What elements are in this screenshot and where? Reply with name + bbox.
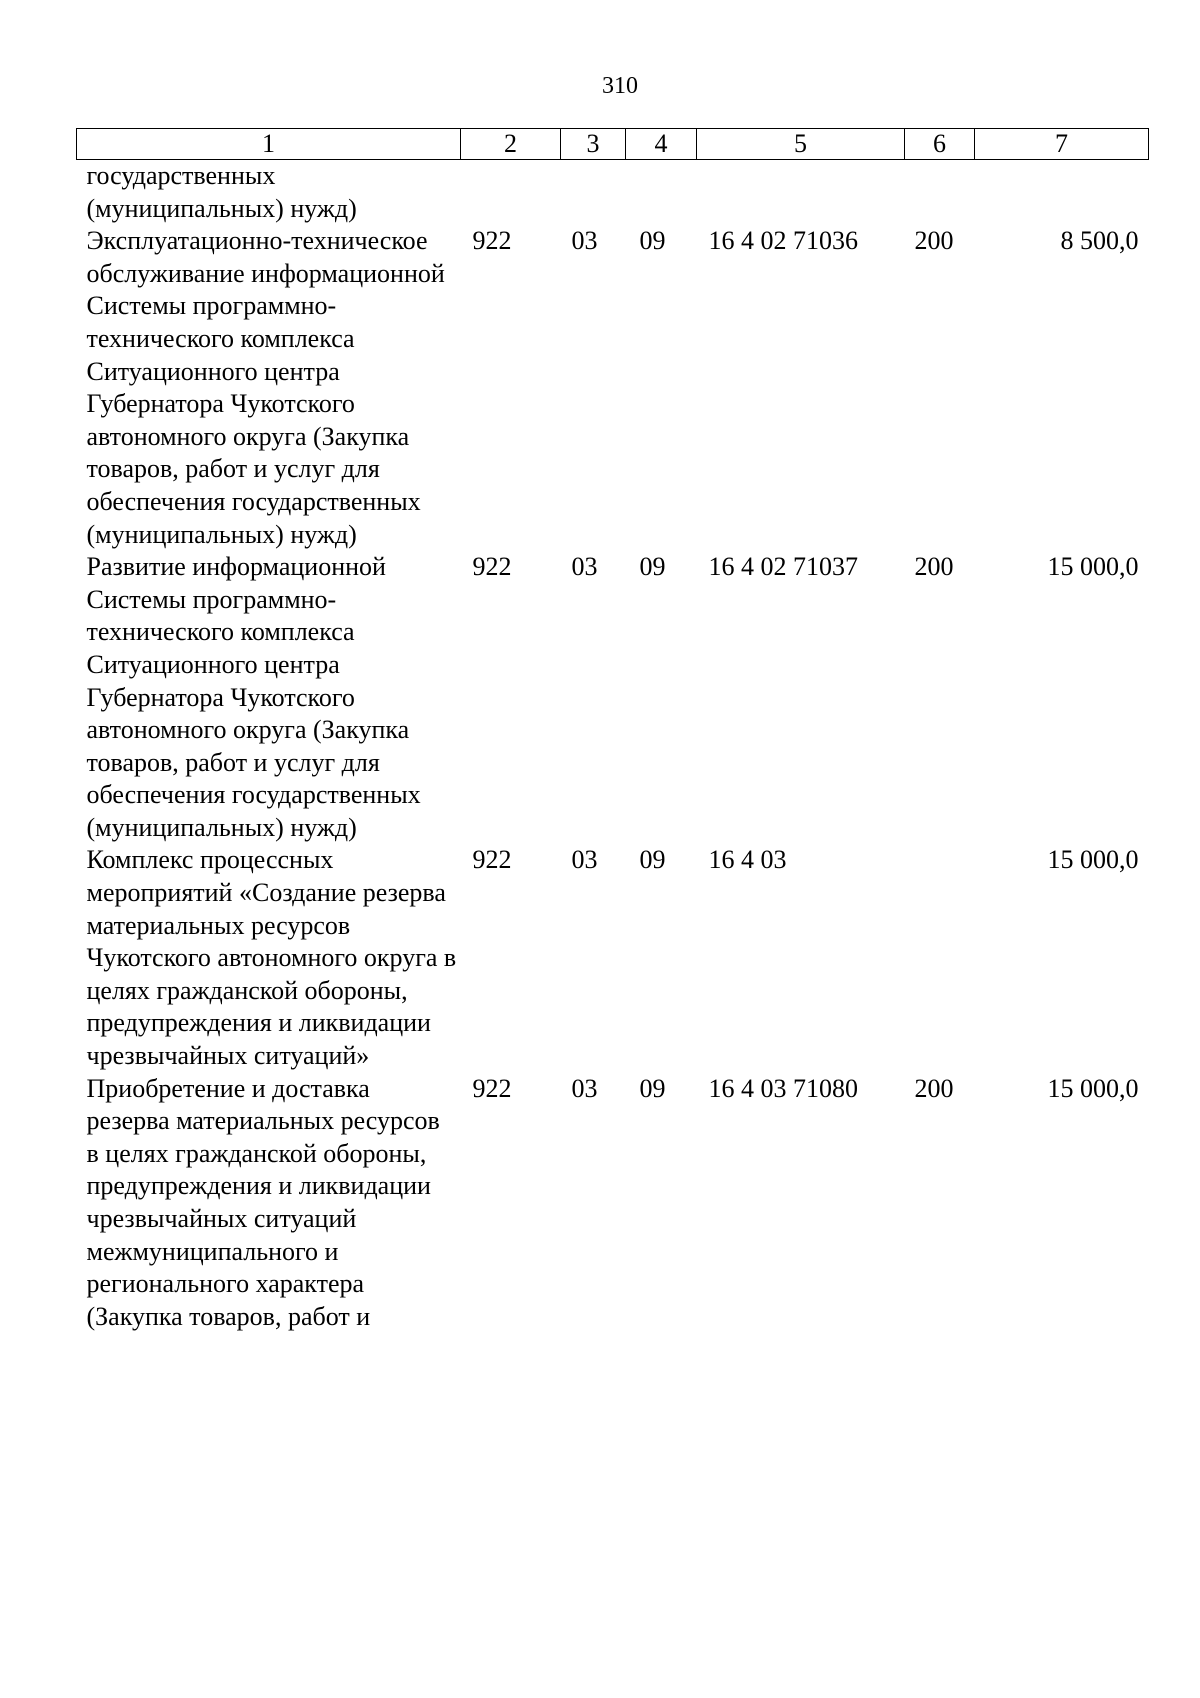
row-amount: 15 000,0 xyxy=(1047,1073,1139,1103)
row-subsection-code: 09 xyxy=(639,552,666,582)
row-name: государственных (муниципальных) нужд) xyxy=(86,161,357,223)
row-expense-type: 200 xyxy=(914,226,954,256)
row-amount: 8 500,0 xyxy=(1060,226,1139,256)
row-target-code: 16 4 03 xyxy=(708,845,787,875)
column-header-1: 1 xyxy=(77,129,461,160)
row-amount xyxy=(975,160,1149,226)
column-header-6: 6 xyxy=(905,129,975,160)
table-row xyxy=(77,1073,1149,1334)
row-ministry-code: 922 xyxy=(472,1073,512,1103)
row-ministry-code: 922 xyxy=(472,552,512,582)
table-row xyxy=(77,160,1149,226)
page-number: 310 xyxy=(602,73,638,99)
column-header-2: 2 xyxy=(461,129,561,160)
row-name: Приобретение и доставка резерва материальных ресурсов в целях гражданской обороны, предупреждения и ликвидации чрезвычайных ситуаций межмуниципального и регионального характера (Закупка товаров, работ и xyxy=(86,1073,440,1331)
row-section-code: 03 xyxy=(571,552,598,582)
row-ministry-code: 922 xyxy=(472,226,512,256)
table-row xyxy=(77,844,1149,1072)
row-ministry-code xyxy=(461,160,561,226)
row-target-code: 16 4 03 71080 xyxy=(708,1073,858,1103)
column-header-7: 7 xyxy=(975,129,1149,160)
row-section-code: 03 xyxy=(571,1073,598,1103)
table-row xyxy=(77,225,1149,551)
row-section-code xyxy=(561,160,626,226)
budget-table xyxy=(76,128,1149,1333)
row-subsection-code: 09 xyxy=(639,226,666,256)
row-target-code xyxy=(697,160,905,226)
column-header-5: 5 xyxy=(697,129,905,160)
table-header-row xyxy=(77,129,1149,160)
row-expense-type: 200 xyxy=(914,1073,954,1103)
row-amount: 15 000,0 xyxy=(1047,845,1139,875)
row-target-code: 16 4 02 71036 xyxy=(708,226,858,256)
row-ministry-code: 922 xyxy=(472,845,512,875)
row-name: Развитие информационной Системы программно-технического комплекса Ситуационного центра Губернатора Чукотского автономного округа (Закупка товаров, работ и услуг для обеспечения государственных (муниципальных) нужд) xyxy=(86,552,421,842)
row-subsection-code: 09 xyxy=(639,1073,666,1103)
column-header-4: 4 xyxy=(626,129,697,160)
row-amount: 15 000,0 xyxy=(1047,552,1139,582)
row-section-code: 03 xyxy=(571,226,598,256)
row-expense-type xyxy=(905,160,975,226)
row-subsection-code: 09 xyxy=(639,845,666,875)
column-header-3: 3 xyxy=(561,129,626,160)
row-section-code: 03 xyxy=(571,845,598,875)
row-name: Эксплуатационно-техническое обслуживание информационной Системы программно-технического комплекса Ситуационного центра Губернатора Чукотского автономного округа (Закупка товаров, работ и услуг для обеспечения государственных (муниципальных) нужд) xyxy=(86,226,445,549)
row-target-code: 16 4 02 71037 xyxy=(708,552,858,582)
row-expense-type xyxy=(905,844,975,1072)
row-subsection-code xyxy=(626,160,697,226)
table-row xyxy=(77,551,1149,844)
row-name: Комплекс процессных мероприятий «Создание резерва материальных ресурсов Чукотского автономного округа в целях гражданской обороны, предупреждения и ликвидации чрезвычайных ситуаций» xyxy=(86,845,457,1071)
row-expense-type: 200 xyxy=(914,552,954,582)
